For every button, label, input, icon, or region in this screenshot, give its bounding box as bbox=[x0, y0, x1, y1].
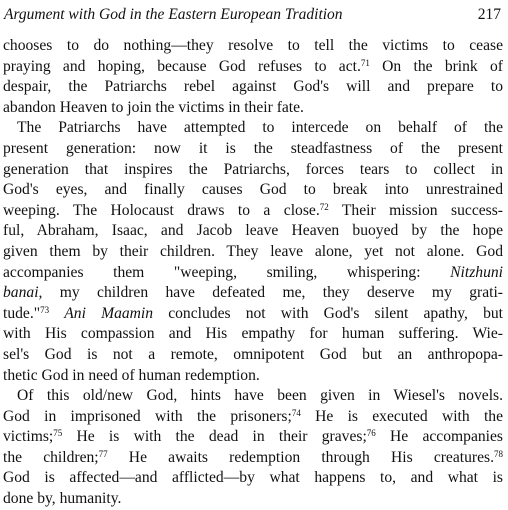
text-run: God is affected—and afflicted—by what happens to, and what is bbox=[3, 469, 503, 487]
text-run: victims; bbox=[3, 428, 54, 446]
text-run: He is executed with the bbox=[300, 407, 503, 425]
text-line bbox=[3, 345, 503, 366]
text-line bbox=[3, 324, 503, 345]
text-line bbox=[3, 221, 503, 242]
text-line bbox=[3, 242, 503, 263]
text-line bbox=[3, 427, 503, 448]
text-line bbox=[3, 36, 503, 57]
text-run: despair, the Patriarchs rebel against God's will and prepare to bbox=[3, 78, 503, 96]
text-run: chooses to do nothing—they resolve to tell the victims to cease bbox=[3, 37, 503, 54]
text-run: the children; bbox=[3, 448, 99, 466]
text-run: Of this old/new God, hints have been given in Wiesel's novels. bbox=[17, 387, 503, 405]
text-line bbox=[3, 366, 503, 387]
text-run: He accompanies bbox=[375, 428, 503, 446]
italic-text: banai, bbox=[3, 284, 43, 302]
text-line bbox=[3, 448, 503, 469]
italic-text: Ani Maamin bbox=[64, 304, 154, 322]
footnote-marker: 72 bbox=[319, 201, 329, 212]
text-run: sel's God is not a remote, omnipotent God but an anthropopa- bbox=[3, 345, 503, 363]
text-line bbox=[3, 263, 503, 284]
text-run: praying and hoping, because God refuses to act. bbox=[3, 57, 361, 75]
footnote-marker: 71 bbox=[360, 57, 370, 68]
text-line bbox=[3, 304, 503, 325]
text-run: ful, Abraham, Isaac, and Jacob leave Heaven buoyed by the hope bbox=[3, 222, 503, 240]
text-line bbox=[3, 407, 503, 428]
text-run: On the brink of bbox=[369, 57, 503, 75]
text-run: generation that inspires the Patriarchs, forces tears to collect in bbox=[3, 160, 503, 178]
text-run: abandon Heaven to join the victims in their fate. bbox=[3, 98, 304, 116]
text-run: done by, humanity. bbox=[3, 490, 122, 508]
text-run: given them by their children. They leave alone, yet not alone. God bbox=[3, 242, 503, 260]
text-line bbox=[3, 386, 503, 407]
footnote-marker: 75 bbox=[53, 428, 63, 439]
text-run: my children have defeated me, they deserve my grati- bbox=[42, 284, 503, 302]
text-line bbox=[3, 139, 503, 160]
text-run: Their mission success- bbox=[328, 201, 503, 219]
text-line bbox=[3, 160, 503, 181]
footnote-marker: 77 bbox=[98, 448, 108, 459]
text-run: concludes not with God's silent apathy, but bbox=[153, 304, 503, 322]
text-run: He is with the dead in their graves; bbox=[62, 428, 367, 446]
text-line bbox=[3, 201, 503, 222]
italic-text: Nitzhuni bbox=[450, 263, 503, 281]
text-line bbox=[3, 283, 503, 304]
footnote-marker: 74 bbox=[291, 407, 301, 418]
footnote-marker: 76 bbox=[366, 428, 376, 439]
footnote-marker: 78 bbox=[494, 448, 503, 459]
text-line bbox=[3, 118, 503, 139]
text-run bbox=[49, 305, 64, 322]
text-run: The Patriarchs have attempted to intercede on behalf of the bbox=[17, 119, 503, 137]
running-title: Argument with God in the Eastern European Tradition bbox=[4, 6, 343, 23]
text-run: He awaits redemption through His creatures. bbox=[107, 448, 494, 466]
text-run: God in imprisoned with the prisoners; bbox=[3, 407, 292, 425]
text-run: with His compassion and His empathy for human suffering. Wie- bbox=[3, 325, 503, 343]
text-run: thetic God in need of human redemption. bbox=[3, 366, 260, 384]
text-line bbox=[3, 180, 503, 201]
text-line bbox=[3, 77, 503, 98]
body-text bbox=[3, 36, 503, 510]
text-line bbox=[3, 489, 503, 510]
page-number: 217 bbox=[477, 6, 501, 23]
text-run: weeping. The Holocaust draws to a close. bbox=[3, 201, 320, 219]
text-run: tude." bbox=[3, 304, 41, 322]
text-line bbox=[3, 98, 503, 119]
footnote-marker: 73 bbox=[40, 304, 50, 315]
book-page bbox=[3, 0, 503, 508]
text-run: accompanies them "weeping, smiling, whispering: bbox=[3, 263, 451, 281]
text-run: present generation: now it is the steadfastness of the present bbox=[3, 139, 503, 157]
text-run: God's eyes, and finally causes God to break into unrestrained bbox=[3, 181, 503, 199]
running-head bbox=[4, 4, 503, 26]
text-line bbox=[3, 57, 503, 78]
